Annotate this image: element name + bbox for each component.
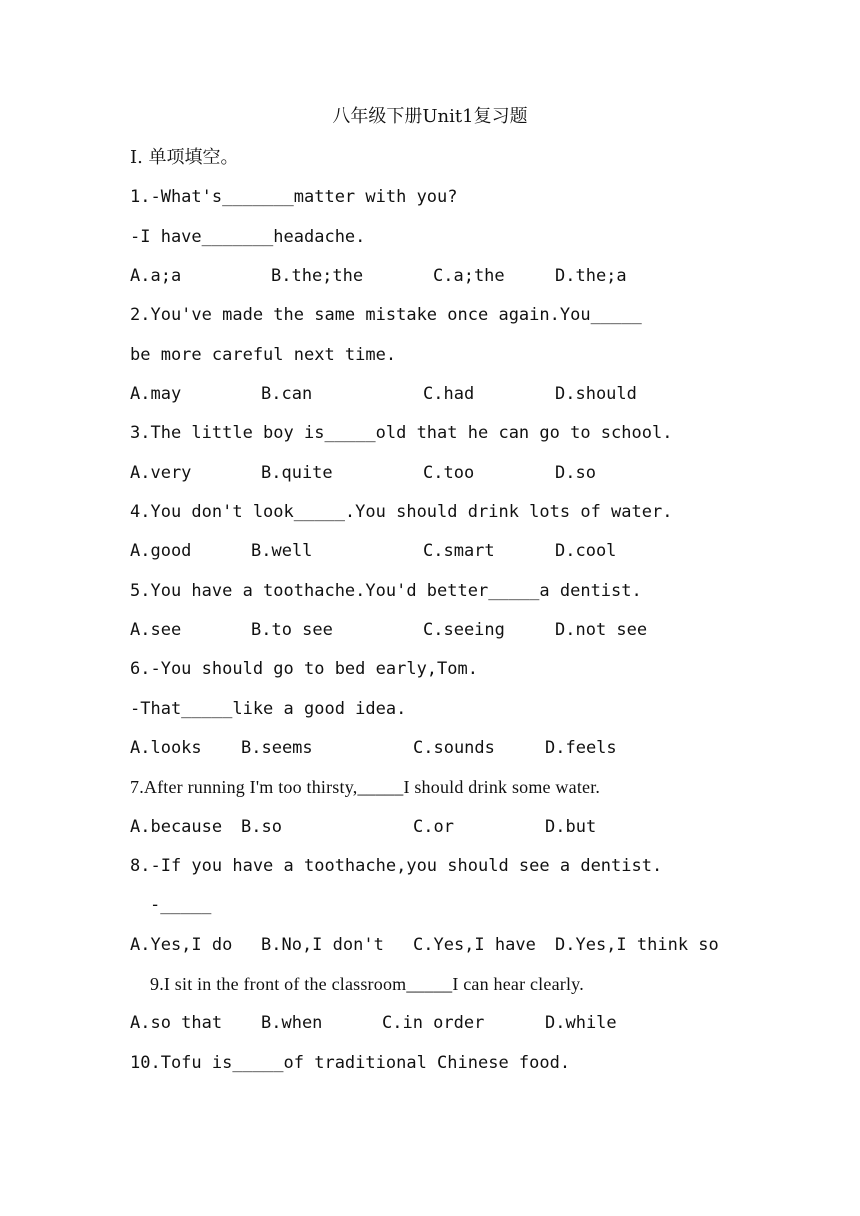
question-8-option-a: A.Yes,I do: [130, 935, 233, 955]
question-5-option-d: D.not see: [555, 620, 648, 640]
question-3-option-a: A.very: [130, 463, 192, 483]
question-9-option-c: C.in order: [382, 1013, 485, 1033]
question-8-option-b: B.No,I don't: [261, 935, 384, 955]
question-8-line-1: 8.-If you have a toothache,you should see a dentist.: [130, 856, 663, 876]
question-2-option-b: B.can: [261, 384, 313, 404]
question-4-option-b: B.well: [251, 541, 313, 561]
question-1-option-c: C.a;the: [433, 266, 505, 286]
question-2-option-a: A.may: [130, 384, 182, 404]
question-4-line-1: 4.You don't look_____.You should drink lots of water.: [130, 502, 673, 522]
question-1-option-d: D.the;a: [555, 266, 627, 286]
question-7-option-c: C.or: [413, 817, 454, 837]
question-1-line-1: 1.-What's_______matter with you?: [130, 187, 458, 207]
question-6-option-b: B.seems: [241, 738, 313, 758]
question-3-line-1: 3.The little boy is_____old that he can go to school.: [130, 423, 673, 443]
question-6-option-a: A.looks: [130, 738, 202, 758]
question-10-line-1: 10.Tofu is_____of traditional Chinese food.: [130, 1053, 571, 1073]
question-6-option-d: D.feels: [545, 738, 617, 758]
question-7-option-d: D.but: [545, 817, 597, 837]
question-5-option-a: A.see: [130, 620, 182, 640]
question-1-option-b: B.the;the: [271, 266, 364, 286]
question-5-option-c: C.seeing: [423, 620, 505, 640]
section-heading: I. 单项填空。: [130, 147, 239, 168]
question-5-option-b: B.to see: [251, 620, 333, 640]
question-7-option-b: B.so: [241, 817, 282, 837]
question-8-line-2: -_____: [150, 895, 212, 915]
question-3-option-c: C.too: [423, 463, 475, 483]
question-9-option-a: A.so that: [130, 1013, 223, 1033]
question-6-line-2: -That_____like a good idea.: [130, 699, 407, 719]
question-8-option-c: C.Yes,I have: [413, 935, 536, 955]
question-9-option-b: B.when: [261, 1013, 323, 1033]
question-4-option-a: A.good: [130, 541, 192, 561]
question-2-line-2: be more careful next time.: [130, 345, 397, 365]
question-6-option-c: C.sounds: [413, 738, 495, 758]
page-title: 八年级下册Unit1复习题: [332, 106, 528, 127]
question-4-option-c: C.smart: [423, 541, 495, 561]
question-5-line-1: 5.You have a toothache.You'd better_____a dentist.: [130, 581, 642, 601]
question-7-option-a: A.because: [130, 817, 223, 837]
question-7-line-1: 7.After running I'm too thirsty,_____I should drink some water.: [130, 777, 601, 797]
question-2-option-c: C.had: [423, 384, 475, 404]
question-3-option-b: B.quite: [261, 463, 333, 483]
question-4-option-d: D.cool: [555, 541, 617, 561]
question-1-option-a: A.a;a: [130, 266, 182, 286]
question-8-option-d: D.Yes,I think so: [555, 935, 719, 955]
question-1-line-2: -I have_______headache.: [130, 227, 366, 247]
question-2-option-d: D.should: [555, 384, 637, 404]
question-6-line-1: 6.-You should go to bed early,Tom.: [130, 659, 478, 679]
question-9-option-d: D.while: [545, 1013, 617, 1033]
question-2-line-1: 2.You've made the same mistake once again.You_____: [130, 305, 642, 325]
question-9-line-1: 9.I sit in the front of the classroom_____I can hear clearly.: [150, 974, 584, 994]
question-3-option-d: D.so: [555, 463, 596, 483]
